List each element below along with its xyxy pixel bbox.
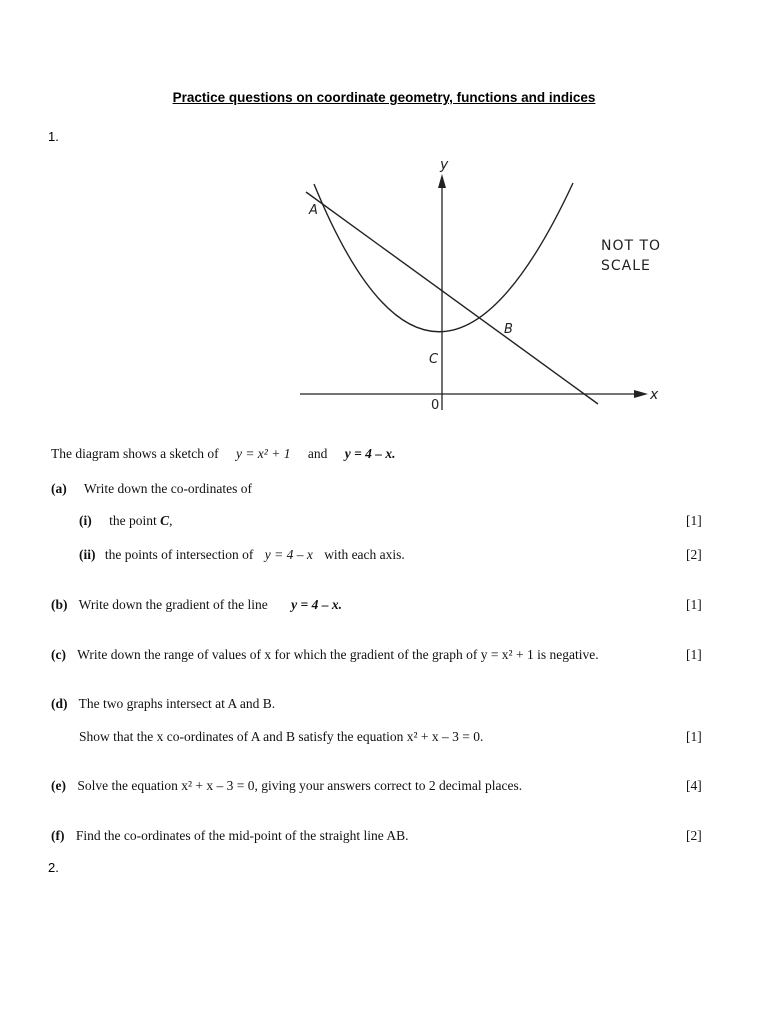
mark-d: [1] [686,729,702,744]
part-d-show-text: Show that the x co-ordinates of A and B satisfy the equation x² + x – 3 = 0. [79,729,484,744]
y-axis-label: y [440,157,449,173]
part-d-label: (d) [51,696,68,711]
point-c-label: C [429,352,439,367]
part-a-ii-end: with each axis. [324,547,405,562]
part-f [51,828,408,844]
graph-diagram [290,150,690,415]
intro-equation-2: y = 4 – x. [344,446,396,461]
part-d-show [79,729,483,745]
mark-b: [1] [686,597,702,612]
straight-line [306,192,598,404]
intro-text: The diagram shows a sketch of [51,446,219,461]
question-number-1: 1. [48,129,59,144]
part-f-text: Find the co-ordinates of the mid-point of the straight line AB. [75,828,409,843]
part-a-i [79,513,173,529]
origin-label: 0 [431,398,440,413]
part-e-label: (e) [51,778,66,793]
intro-equation-1: y = x² + 1 [235,446,291,461]
x-axis-arrow [634,390,648,398]
mark-e: [4] [686,778,702,793]
part-a [51,481,252,497]
part-a-i-label: (i) [79,513,92,528]
part-c [51,647,599,663]
part-a-text: Write down the co-ordinates of [83,481,253,496]
part-a-i-text: the point [109,513,157,528]
mark-a-i: [1] [686,513,702,528]
mark-a-ii: [2] [686,547,702,562]
y-axis-arrow [438,174,446,188]
part-f-label: (f) [51,828,65,843]
intro-line [51,446,396,462]
not-to-scale-line2: SCALE [601,258,651,274]
point-a-label: A [309,203,318,218]
part-b-equation: y = 4 – x. [291,597,342,612]
part-b [51,597,342,613]
intro-and: and [307,446,328,461]
page-title: Practice questions on coordinate geometry, functions and indices [172,90,596,105]
not-to-scale-line1: NOT TO [601,238,662,254]
part-c-text: Write down the range of values of x for which the gradient of the graph of y = x² + 1 is negative. [77,647,599,662]
part-a-ii-label: (ii) [79,547,96,562]
part-e [51,778,522,794]
part-a-i-end: , [169,513,173,528]
part-a-label: (a) [51,481,67,496]
part-a-ii-text: the points of intersection of [104,547,254,562]
part-b-text: Write down the gradient of the line [78,597,268,612]
mark-c: [1] [686,647,702,662]
x-axis-label: x [650,387,659,403]
part-c-label: (c) [51,647,66,662]
part-e-text: Solve the equation x² + x – 3 = 0, giving your answers correct to 2 decimal places. [77,778,523,793]
part-d-text: The two graphs intersect at A and B. [78,696,276,711]
point-b-label: B [504,322,513,337]
part-d [51,696,275,712]
question-number-2: 2. [48,860,59,875]
part-b-label: (b) [51,597,68,612]
part-a-i-var: C [160,513,170,528]
part-a-ii-equation: y = 4 – x [264,547,313,562]
part-a-ii [79,547,405,563]
parabola-curve [314,183,573,332]
mark-f: [2] [686,828,702,843]
